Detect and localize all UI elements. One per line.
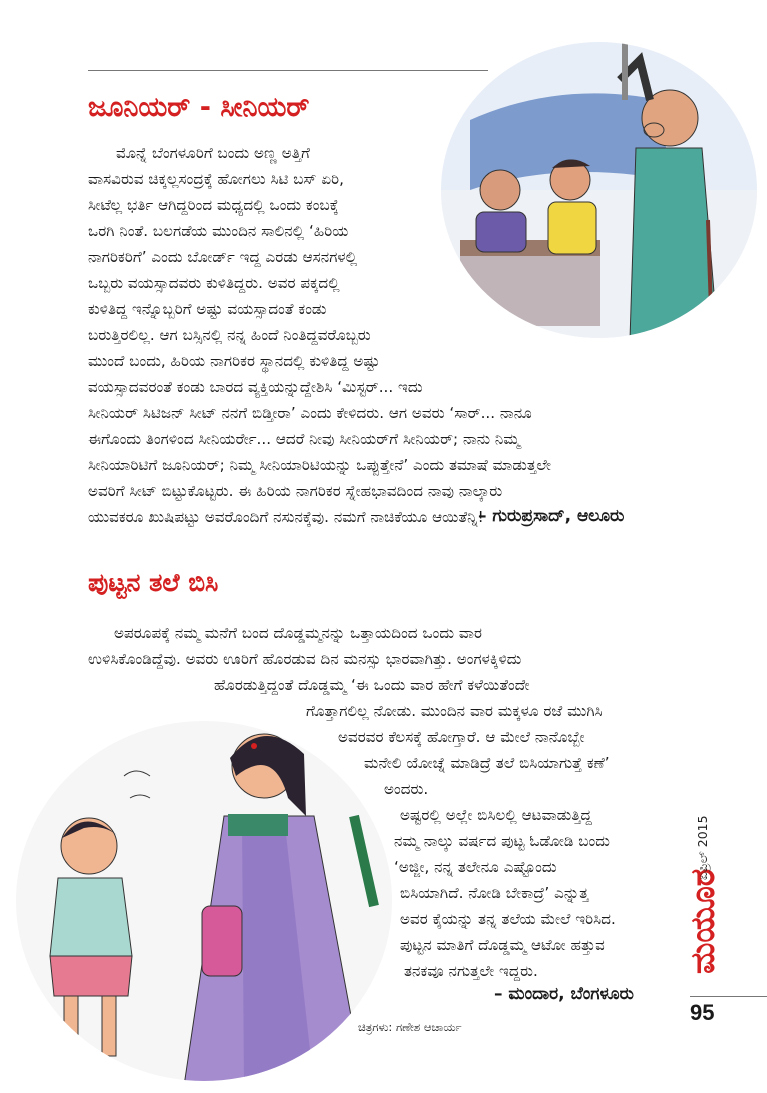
article1-signature: – ಗುರುಪ್ರಸಾದ್, ಆಲೂರು <box>478 506 625 526</box>
article2-line: ಉಳಿಸಿಕೊಂಡಿದ್ದೆವು. ಅವರು ಊರಿಗೆ ಹೊರಡುವ ದಿನ ಮನಸ್ಸು ಭಾರವಾಗಿತ್ತು. ಅಂಗಳಕ್ಕಿಳಿದು <box>88 650 522 668</box>
article2-line: ಗೊತ್ತಾಗಲಿಲ್ಲ ನೋಡು. ಮುಂದಿನ ವಾರ ಮಕ್ಕಳೂ ರಜೆ ಮುಗಿಸಿ <box>306 702 603 720</box>
article2-line: ಅಷ್ಟರಲ್ಲಿ ಅಲ್ಲೇ ಬಿಸಿಲಲ್ಲಿ ಆಟವಾಡುತ್ತಿದ್ದ <box>400 806 592 824</box>
article1-line: ನಾಗರಿಕರಿಗೆ’ ಎಂದು ಬೋರ್ಡ್ ಇದ್ದ ಎರಡು ಆಸನಗಳಲ್ಲಿ <box>88 248 358 266</box>
article2-title: ಪುಟ್ಟನ ತಲೆ ಬಿಸಿ <box>88 568 219 597</box>
article2-line: ಬಿಸಿಯಾಗಿದೆ. ನೋಡಿ ಬೇಕಾದ್ರೆ’ ಎನ್ನುತ್ತ <box>400 884 589 902</box>
article2-line: ‘ಅಜ್ಜೀ, ನನ್ನ ತಲೇನೂ ಎಷ್ಟೊಂದು <box>394 858 557 876</box>
article1-line: ಸೀಟೆಲ್ಲ ಭರ್ತಿ ಆಗಿದ್ದರಿಂದ ಮಧ್ಯದಲ್ಲಿ ಒಂದು ಕಂಬಕ್ಕೆ <box>88 196 339 214</box>
article1-line: ಬರುತ್ತಿರಲಿಲ್ಲ. ಆಗ ಬಸ್ಸಿನಲ್ಲಿ ನನ್ನ ಹಿಂದೆ ನಿಂತಿದ್ದವರೊಬ್ಬರು <box>88 326 371 344</box>
article1-line: ವಯಸ್ಸಾದವರಂತೆ ಕಂಡು ಬಾರದ ವ್ಯಕ್ತಿಯನ್ನುದ್ದೇಶಿಸಿ ‘ಮಿಸ್ಟರ್... ಇದು <box>88 378 423 396</box>
article2-line: ಮನೇಲಿ ಯೋಚ್ನೆ ಮಾಡಿದ್ರೆ ತಲೆ ಬಿಸಿಯಾಗುತ್ತೆ ಕಣೆ’ <box>364 754 610 772</box>
article1-line: ಸೀನಿಯಾರಿಟಿಗೆ ಜೂನಿಯರ್; ನಿಮ್ಮ ಸೀನಿಯಾರಿಟಿಯನ್ನು ಒಪ್ಪುತ್ತೇನೆ’ ಎಂದು ತಮಾಷೆ ಮಾಡುತ್ತಲೇ <box>88 456 552 474</box>
article1-line: ಮೊನ್ನೆ ಬೆಂಗಳೂರಿಗೆ ಬಂದು ಅಣ್ಣ ಅತ್ತಿಗೆ <box>116 144 310 162</box>
article2-line: ಪುಟ್ಟನ ಮಾತಿಗೆ ದೊಡ್ಡಮ್ಮ ಆಟೋ ಹತ್ತುವ <box>400 936 605 954</box>
magazine-name: ಮಯೂರ <box>683 868 722 974</box>
article1-line: ಈಗೊಂದು ತಿಂಗಳಿಂದ ಸೀನಿಯರ್ರೇ... ಆದರೆ ನೀವು ಸೀನಿಯರ್‌ಗೆ ಸೀನಿಯರ್; ನಾನು ನಿಮ್ಮ <box>88 430 520 448</box>
article2-line: ಹೊರಡುತ್ತಿದ್ದಂತೆ ದೊಡ್ಡಮ್ಮ ‘ಈ ಒಂದು ವಾರ ಹೇಗೆ ಕಳೆಯಿತೆಂದೇ <box>214 676 530 694</box>
article1-line: ಒಬ್ಬರು ವಯಸ್ಸಾದವರು ಕುಳಿತಿದ್ದರು. ಅವರ ಪಕ್ಕದಲ್ಲಿ <box>88 274 340 292</box>
article1-line: ಕುಳಿತಿದ್ದ ಇನ್ನೊಬ್ಬರಿಗೆ ಅಷ್ಟು ವಯಸ್ಸಾದಂತೆ ಕಂಡು <box>88 300 327 318</box>
article1-line: ಒರಗಿ ನಿಂತೆ. ಬಲಗಡೆಯ ಮುಂದಿನ ಸಾಲಿನಲ್ಲಿ ‘ಹಿರಿಯ <box>88 222 349 240</box>
article2-line: ಅವರವರ ಕೆಲಸಕ್ಕೆ ಹೋಗ್ತಾರೆ. ಆ ಮೇಲೆ ನಾನೊಬ್ಬೇ <box>338 728 585 746</box>
article1-line: ವಾಸವಿರುವ ಚಿಕ್ಕಲ್ಲಸಂದ್ರಕ್ಕೆ ಹೋಗಲು ಸಿಟಿ ಬಸ್ ಏರಿ, <box>88 170 344 188</box>
illustration-credit: ಚಿತ್ರಗಳು: ಗಣೇಶ ಆಚಾರ್ಯ <box>358 1020 462 1034</box>
article1-line: ಮುಂದೆ ಬಂದು, ಹಿರಿಯ ನಾಗರಿಕರ ಸ್ಥಾನದಲ್ಲಿ ಕುಳಿತಿದ್ದ ಅಷ್ಟು <box>88 352 380 370</box>
article2-body <box>0 620 680 984</box>
article1-title: ಜೂನಿಯರ್ - ಸೀನಿಯರ್ <box>88 92 310 123</box>
article2-line: ಅವರ ಕೈಯನ್ನು ತನ್ನ ತಲೆಯ ಮೇಲೆ ಇರಿಸಿದ. <box>400 910 616 928</box>
top-rule <box>88 70 488 71</box>
bottom-rule <box>690 996 767 997</box>
page-number: 95 <box>690 1000 715 1025</box>
article1-line: ಯುವಕರೂ ಖುಷಿಪಟ್ಟು ಅವರೊಂದಿಗೆ ನಸುನಕ್ಕೆವು. ನಮಗೆ ನಾಚಿಕೆಯೂ ಆಯಿತೆನ್ನಿ! <box>88 508 484 526</box>
issue-date: ಏಪ್ರಿಲ್ 2015 <box>695 815 710 880</box>
article2-line: ನಮ್ಮ ನಾಲ್ಕು ವರ್ಷದ ಪುಟ್ಟ ಓಡೋಡಿ ಬಂದು <box>394 832 610 850</box>
article1-body <box>88 140 688 530</box>
article2-signature: – ಮಂದಾರ, ಬೆಂಗಳೂರು <box>494 984 634 1004</box>
article2-line: ಅಂದರು. <box>384 780 429 798</box>
article1-line: ಸೀನಿಯರ್ ಸಿಟಿಜನ್ ಸೀಟ್ ನನಗೆ ಬಿಡ್ತೀರಾ’ ಎಂದು ಕೇಳಿದರು. ಆಗ ಅವರು ‘ಸಾರ್... ನಾನೂ <box>88 404 532 422</box>
article2-line: ಅಪರೂಪಕ್ಕೆ ನಮ್ಮ ಮನೆಗೆ ಬಂದ ದೊಡ್ಡಮ್ಮನನ್ನು ಒತ್ತಾಯದಿಂದ ಒಂದು ವಾರ <box>114 624 482 642</box>
article2-line: ತನಕವೂ ನಗುತ್ತಲೇ ಇದ್ದರು. <box>404 962 538 980</box>
article1-line: ಅವರಿಗೆ ಸೀಟ್ ಬಿಟ್ಟುಕೊಟ್ಟರು. ಈ ಹಿರಿಯ ನಾಗರಿಕರ ಸ್ನೇಹಭಾವದಿಂದ ನಾವು ನಾಲ್ಕಾರು <box>88 482 503 500</box>
